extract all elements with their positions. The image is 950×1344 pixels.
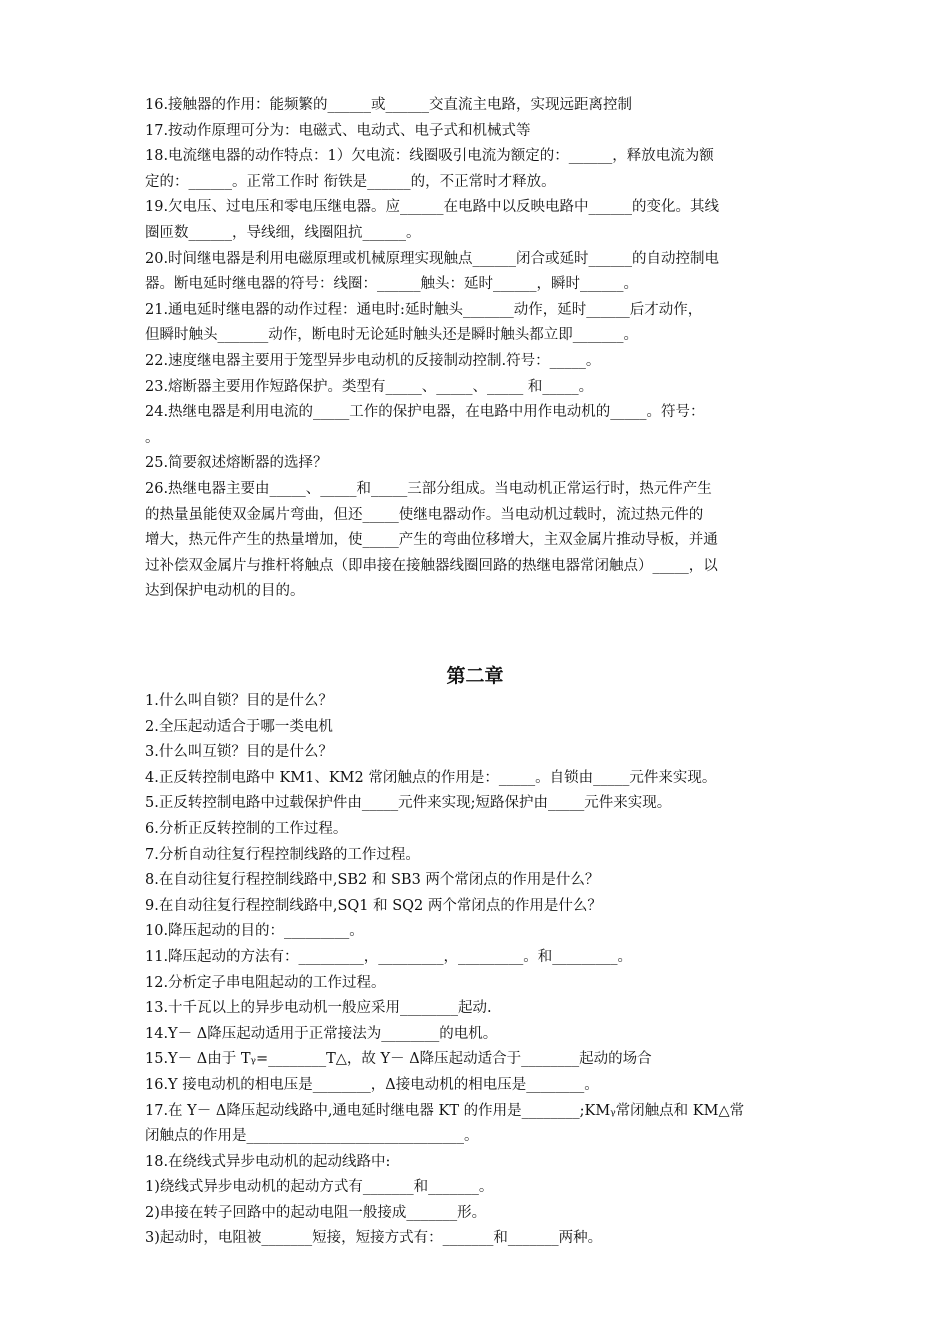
- question-line: 11.降压起动的方法有：_________，_________，_________。和_________。: [145, 948, 633, 965]
- question-line: 。: [145, 429, 160, 446]
- question-line: 12.分析定子串电阻起动的工作过程。: [145, 974, 386, 991]
- chapter-one-questions: [145, 93, 810, 605]
- question-line: 1)绕线式异步电动机的起动方式有_______和_______。: [145, 1179, 494, 1196]
- question-line: 17.在 Y－ Δ降压起动线路中,通电延时继电器 KT 的作用是________;KMᵧ常闭触点和 KM△常: [145, 1102, 745, 1119]
- question-line: 21.通电延时继电器的动作过程：通电时:延时触头_______动作，延时______后才动作，: [145, 301, 703, 318]
- question-line: 5.正反转控制电路中过载保护件由_____元件来实现;短路保护由_____元件来实现。: [145, 795, 672, 812]
- question-line: 7.分析自动往复行程控制线路的工作过程。: [145, 846, 420, 863]
- question-line: 定的：______。正常工作时 衔铁是______的，不正常时才释放。: [145, 173, 556, 190]
- question-line: 8.在自动往复行程控制线路中,SB2 和 SB3 两个常闭点的作用是什么？: [145, 872, 600, 889]
- question-line: 18.电流继电器的动作特点：1）欠电流：线圈吸引电流为额定的：______，释放电流为额: [145, 148, 714, 165]
- question-line: 9.在自动往复行程控制线路中,SQ1 和 SQ2 两个常闭点的作用是什么？: [145, 897, 602, 914]
- question-line: 24.热继电器是利用电流的_____工作的保护电器，在电路中用作电动机的_____。符号：: [145, 404, 705, 421]
- question-line: 闭触点的作用是______________________________。: [145, 1128, 479, 1145]
- question-line: 16.Y 接电动机的相电压是________，Δ接电动机的相电压是________。: [145, 1076, 599, 1093]
- question-line: 20.时间继电器是利用电磁原理或机械原理实现触点______闭合或延时______的自动控制电: [145, 250, 720, 267]
- question-line: 25.简要叙述熔断器的选择？: [145, 455, 328, 472]
- chapter-two-questions: [145, 689, 810, 1252]
- question-line: 器。断电延时继电器的符号：线圈：______触头：延时______，瞬时______。: [145, 276, 638, 293]
- question-line: 增大，热元件产生的热量增加，使_____产生的弯曲位移增大，主双金属片推动导板，并通: [145, 532, 718, 549]
- question-line: 2.全压起动适合于哪一类电机: [145, 718, 333, 735]
- question-line: 6.分析正反转控制的工作过程。: [145, 820, 348, 837]
- question-line: 过补偿双金属片与推杆将触点（即串接在接触器线圈回路的热继电器常闭触点）_____，以: [145, 557, 718, 574]
- question-line: 达到保护电动机的目的。: [145, 583, 305, 600]
- question-line: 3.什么叫互锁？目的是什么？: [145, 744, 333, 761]
- question-line: 13.十千瓦以上的异步电动机一般应采用________起动.: [145, 1000, 492, 1017]
- question-line: 圈匝数______，导线细，线圈阻抗______。: [145, 224, 421, 241]
- question-line: 16.接触器的作用：能频繁的______或______交直流主电路，实现远距离控制: [145, 97, 633, 113]
- question-line: 3)起动时，电阻被_______短接，短接方式有：_______和_______两种。: [145, 1230, 603, 1247]
- question-line: 2)串接在转子回路中的起动电阻一般接成_______形。: [145, 1204, 487, 1221]
- question-line: 1.什么叫自锁？目的是什么？: [145, 693, 333, 709]
- question-line: 18.在绕线式异步电动机的起动线路中:: [145, 1153, 391, 1170]
- question-line: 19.欠电压、过电压和零电压继电器。应______在电路中以反映电路中______的变化。其线: [145, 199, 720, 216]
- chapter-title: 第二章: [446, 665, 504, 687]
- question-line: 14.Y－ Δ降压起动适用于正常接法为________的电机。: [145, 1025, 498, 1042]
- question-line: 17.按动作原理可分为：电磁式、电动式、电子式和机械式等: [145, 122, 531, 139]
- question-line: 的热量虽能使双金属片弯曲，但还_____使继电器动作。当电动机过载时，流过热元件的: [145, 506, 704, 523]
- question-line: 4.正反转控制电路中 KM1、KM2 常闭触点的作用是：_____。自锁由_____元件来实现。: [145, 769, 717, 786]
- question-line: 22.速度继电器主要用于笼型异步电动机的反接制动控制.符号：_____。: [145, 352, 601, 369]
- question-line: 15.Y－ Δ由于 Tᵧ=________T△，故 Y－ Δ降压起动适合于________起动的场合: [145, 1051, 652, 1068]
- question-line: 10.降压起动的目的：_________。: [145, 923, 364, 940]
- question-line: 26.热继电器主要由_____、_____和_____三部分组成。当电动机正常运行时，热元件产生: [145, 480, 712, 497]
- question-line: 23.熔断器主要用作短路保护。类型有_____、_____、_____ 和_____。: [145, 378, 594, 395]
- question-line: 但瞬时触头_______动作，断电时无论延时触头还是瞬时触头都立即_______。: [145, 327, 638, 344]
